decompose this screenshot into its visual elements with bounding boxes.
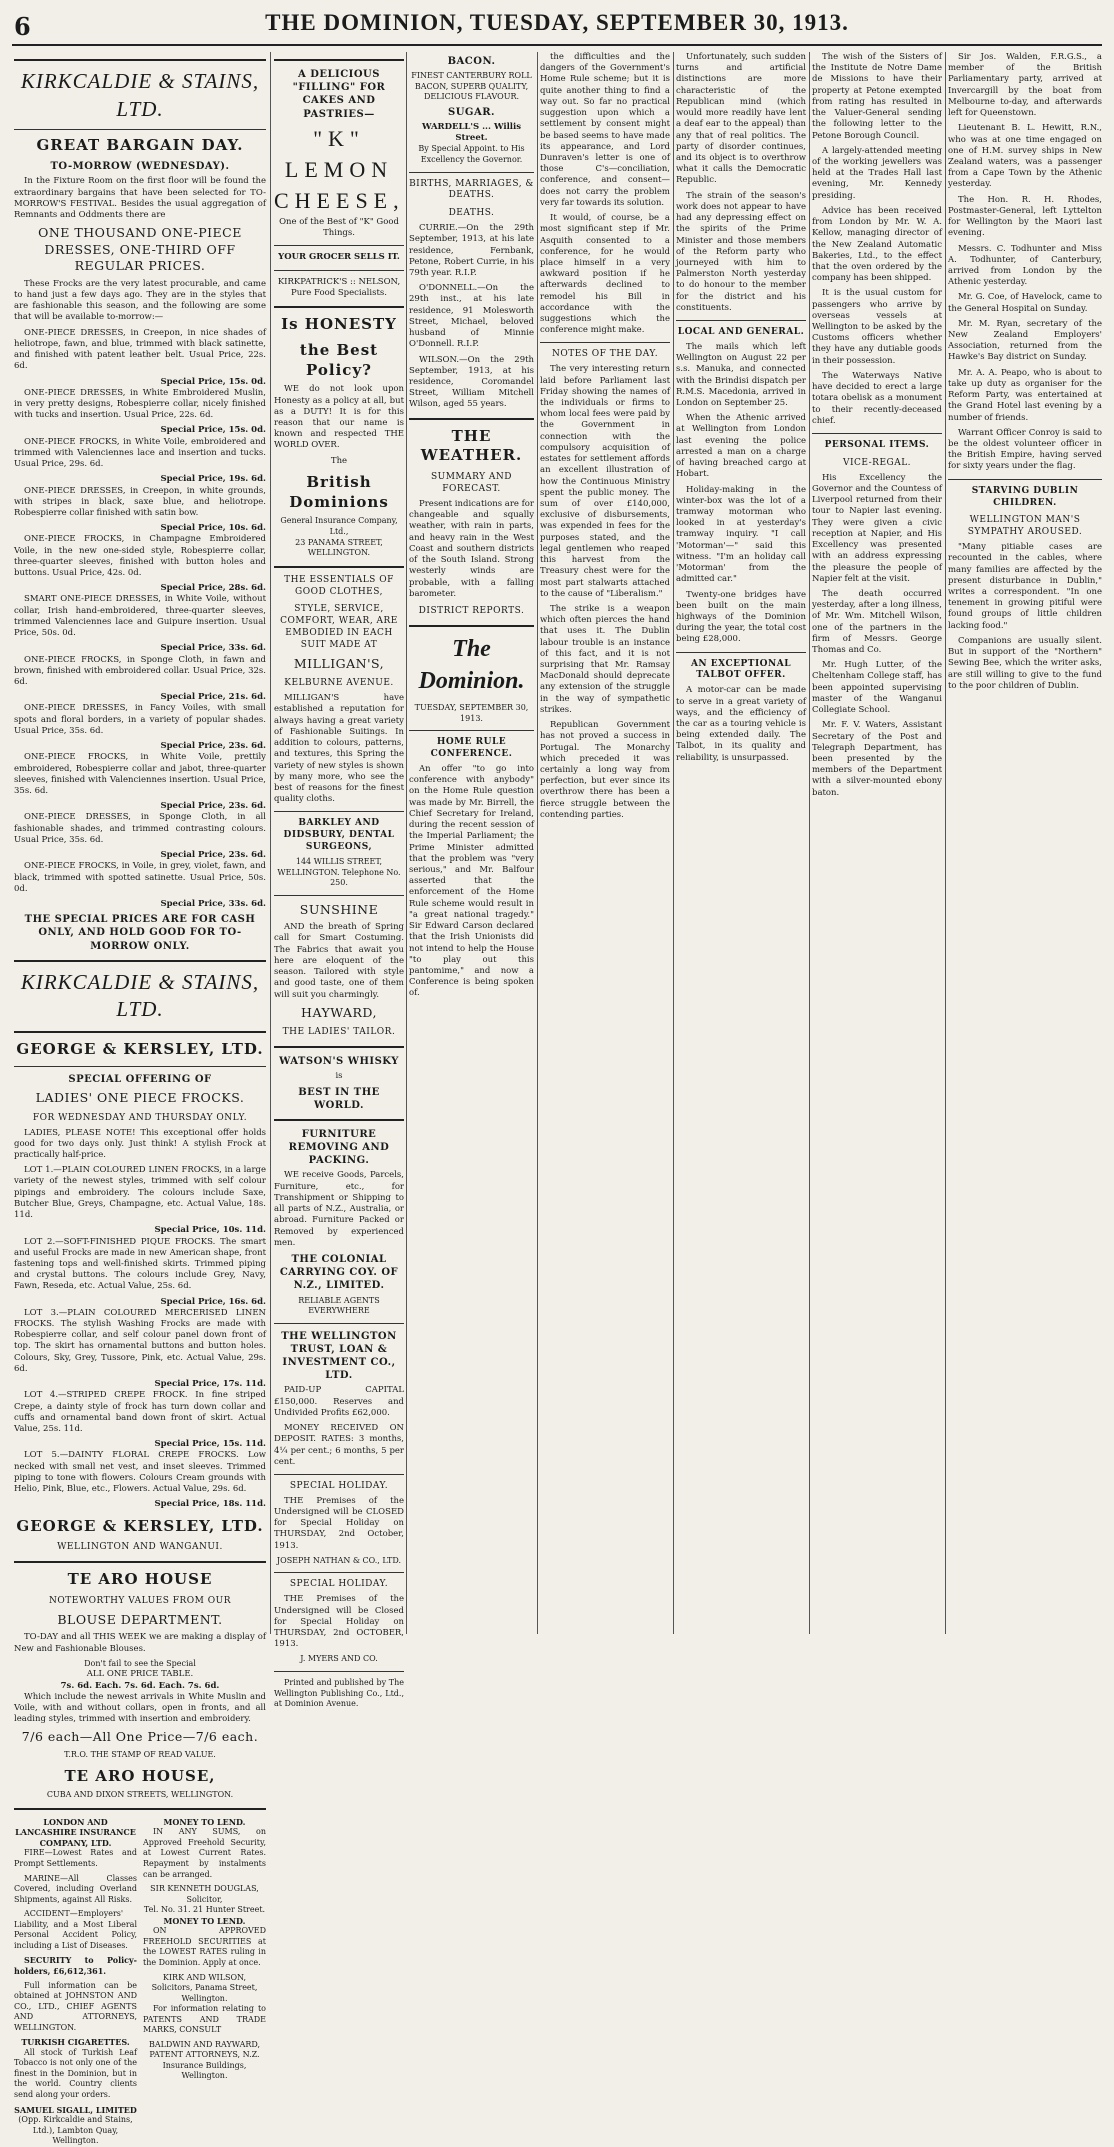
notes-text: The very interesting return laid before Parliament last Friday showing the names of the individuals or firms to whom local fees were paid by the Government in connection with the compulsory acquisition of estates for settlement affords an excellent illustration of how the Continuous Ministry spent the public money. The sum of over £140,000, exclusive of disbursements, was expended in fees for the purposes stated, and the legal gentlemen who reaped this harvest from the Treasury chest were for the most part stalwarts attached to the cause of "Liberalism.": [540, 364, 670, 599]
waters-note: Mr. F. V. Waters, Assistant Secretary of the Post and Telegraph Department, has been presented by the members of the Department with a silver-mounted ebony baton.: [812, 720, 942, 798]
editorial-2: It would, of course, be a most significant step if Mr. Asquith consented to a conference, for he would place himself in a very awkward position if he afterwards declined to remodel his Bill in accordance with the suggestions which the conference might make.: [540, 213, 670, 336]
editorial-1: the difficulties and the dangers of the Government's Home Rule scheme; but it is quite another thing to find a way out. So far no practical suggestion upon which a settlement by consent might be based seems to have made its appearance, and Lord Dunraven's letter is one of those C's—conciliation, conference, and consent—does not carry the problem very far towards its solution.: [540, 52, 670, 208]
barkley-address: 144 WILLIS STREET, WELLINGTON. Telephone No. 250.: [277, 857, 401, 888]
special-appoint: By Special Appoint. to His Excellency the Governor.: [418, 144, 525, 164]
column-6: [812, 52, 942, 1634]
milligan-text: MILLIGAN'S have established a reputation for always having a great variety of Fashionable Suitings. In addition to colours, patterns, and textures, this Spring the variety of new styles is shown by many more, who see the best of reasons for the finest quality cloths.: [274, 693, 404, 805]
home-rule-heading: HOME RULE CONFERENCE.: [430, 737, 513, 760]
starving-text: "Many pitiable cases are recounted in the cables, where many families are affected by the present disturbance in Dublin," writes a correspondent. "In one tenement in growing pitiful were found groups of little children lacking food.": [948, 542, 1102, 631]
column-divider: [673, 52, 674, 1634]
blouse-include: Which include the newest arrivals in White Muslin and Voile, with and without collars, open in fronts, and all leading styles, trimmed with insertion and embroidery.: [14, 1691, 266, 1725]
weather-sub: SUMMARY AND FORECAST.: [430, 472, 513, 495]
essentials-2: STYLE, SERVICE, COMFORT, WEAR, ARE EMBODIED IN EACH SUIT MADE AT: [280, 604, 398, 651]
special-holiday-2: SPECIAL HOLIDAY.: [289, 1579, 389, 1590]
deposit-text: MONEY RECEIVED ON DEPOSIT. RATES: 3 months, 4¼ per cent.; 6 months, 5 per cent.: [274, 1423, 404, 1467]
trust: THE WELLINGTON TRUST, LOAN & INVESTMENT CO., LTD.: [281, 1330, 397, 1382]
body-1: The wish of the Sisters of the Institute de Notre Dame de Missions to have their property at Petone exempted from rating has resulted in the Valuer-General sending the following letter to the Petone Borough Council.: [812, 52, 942, 141]
body-3: The Hon. R. H. Rhodes, Postmaster-General, left Lyttelton for Wellington by the Maori last evening.: [948, 194, 1102, 239]
kirkpatrick-line: KIRKPATRICK'S :: NELSON, Pure Food Specialists.: [277, 276, 401, 298]
british-sub: General Insurance Company, Ltd.,: [280, 516, 398, 536]
special-note: THE SPECIAL PRICES ARE FOR CASH ONLY, AND HOLD GOOD FOR TO-MORROW ONLY.: [24, 914, 256, 952]
column-5: [676, 52, 806, 1634]
gk-offer: SPECIAL OFFERING OF: [68, 1073, 212, 1085]
body-2: The strain of the season's work does not appear to have had any depressing effect on the spirits of the Prime Minister and those members of the Reform party who journeyed with him to Palmerston North yesterday to do honour to the member for the district and his constituents.: [676, 190, 806, 313]
hayward-sub: THE LADIES' TAILOR.: [282, 1027, 396, 1038]
reliable: RELIABLE AGENTS EVERYWHERE: [298, 1295, 380, 1316]
masthead: [0, 0, 1114, 48]
body-1: Unfortunately, such sudden turns and artificial distinctions are more characteristic of the Republican mind (which would more readily have lent a deaf ear to the appeal) than any that of real politics. The party of disorder continues, and its object is to overthrow what it calls the Democratic Republic.: [676, 52, 806, 186]
k-best: One of the Best of "K" Good Things.: [279, 216, 399, 239]
dresses-heading: ONE THOUSAND ONE-PIECE DRESSES, ONE-THIRD OFF REGULAR PRICES.: [38, 225, 242, 274]
honesty-heading-1: Is HONESTY: [281, 314, 397, 333]
gk-product: LADIES' ONE PIECE FROCKS.: [35, 1090, 245, 1106]
local-4: Twenty-one bridges have been built on the main highways of the Dominion during the year, the total cost being £28,000.: [676, 589, 806, 645]
british-address: 23 PANAMA STREET, WELLINGTON.: [295, 537, 383, 558]
honesty-text: WE do not look upon Honesty as a policy at all, but as a DUTY! It is for this reason that our name is known and respected THE WORLD OVER.: [274, 384, 404, 451]
kirkcaldie-footer: KIRKCALDIE & STAINS, LTD.: [20, 969, 260, 1022]
blouse-see: Don't fail to see the Special: [84, 1658, 196, 1668]
strike-text: The strike is a weapon which often pierces the hand that uses it. The Dublin labour trouble is an instance of this fact, and it is not surprising that Mr. Ramsay MacDonald should deprecate any extension of the struggle in the way of sympathetic strikes.: [540, 603, 670, 715]
item-3: ONE-PIECE DRESSES, in Creepon, in white grounds, with stripes in black, saxe blue, and heliotrope. Robespierre collar finished with satin bow. Special Price, 10s. 6d.: [14, 485, 266, 534]
local-2: When the Athenic arrived at Wellington from London last evening the police arrested a man on a charge of having breached cargo at Hobart.: [676, 413, 806, 480]
page-number: 6: [14, 12, 31, 41]
item-0: ONE-PIECE DRESSES, in Creepon, in nice shades of heliotrope, fawn, and blue, trimmed with black satinette, and finished with patent leather belt. Usual Price, 22s. 6d. Special Price, 15s. 0d.: [14, 327, 266, 387]
talbot-text: A motor-car can be made to serve in a great variety of ways, and the efficiency of the car as a touring vehicle is being extended daily. The Talbot, in its quality and reliability, is unsurpassed.: [676, 685, 806, 763]
local-3: Holiday-making in the winter-box was the lot of a tramway motorman who looked in at yesterday's tramway inquiry. "I call 'Motorman'—" said this witness. "I'm an holiday call 'Motorman' from the admitted car.": [676, 484, 806, 585]
blouse-prices: 7s. 6d. Each. 7s. 6d. Each. 7s. 6d.: [60, 1680, 220, 1691]
dominion-nameplate: The Dominion.: [418, 635, 525, 694]
milligans: MILLIGAN'S,: [293, 655, 385, 671]
special-holiday: SPECIAL HOLIDAY.: [289, 1480, 389, 1491]
gk-title: GEORGE & KERSLEY, LTD.: [16, 1040, 264, 1059]
column-divider: [945, 52, 946, 1634]
weather-text: Present indications are for changeable and squally weather, with rain in parts, and heavy rain in the West Coast and southern districts of the South Island. Strong westerly winds are probable, with a falling barometer.: [409, 499, 534, 599]
tearo-footer: TE ARO HOUSE,: [64, 1766, 216, 1785]
bargain-heading: GREAT BARGAIN DAY.: [36, 136, 244, 155]
item-9: ONE-PIECE DRESSES, in Sponge Cloth, in all fashionable shades, and trimmed contrasting colours. Usual Price, 35s. 6d. Special Price, 23s. 6d.: [14, 812, 266, 861]
personal-heading: PERSONAL ITEMS.: [824, 440, 930, 450]
watson-is: is: [335, 1071, 343, 1082]
british-dominions: British Dominions: [289, 472, 389, 511]
masthead-rule: [12, 44, 1102, 46]
gk-days: FOR WEDNESDAY AND THURSDAY ONLY.: [32, 1112, 248, 1123]
lemon-word: LEMON: [284, 156, 394, 182]
column-divider: [537, 52, 538, 1634]
blouse-stamp: T.R.O. THE STAMP OF READ VALUE.: [64, 1749, 216, 1759]
body-5: The Waterways Native have decided to erect a large totara obelisk as a monument to their recently-deceased chief.: [812, 370, 942, 426]
item-8: ONE-PIECE FROCKS, in White Voile, prettily embroidered, Robespierre collar and jabot, three-quarter sleeves, finished with Valenciennes insertion. Usual Price, 35s. 6d. Special Price, 23s. 6d.: [14, 752, 266, 812]
item-1: ONE-PIECE DRESSES, in White Embroidered Muslin, in very pretty designs, Robespierre collar, nicely finished with tucks and insertion. Usual Price, 22s. 6d. Special Price, 15s. 0d.: [14, 387, 266, 436]
body-1: Sir Jos. Walden, F.R.G.S., a member of the British Parliamentary party, arrived at Invercargill by the boat from Melbourne to-day, and afterwards left for Queenstown.: [948, 52, 1102, 119]
deaths-heading: DEATHS.: [448, 208, 495, 219]
vice-regal-text: His Excellency the Governor and the Countess of Liverpool returned from their tour to Napier last evening. They were given a civic reception at Napier, and His Excellency was presented with an address expressing the pleasure the people of Napier felt at the visit.: [812, 472, 942, 584]
column-divider: [406, 52, 407, 1634]
births-heading: BIRTHS, MARRIAGES, & DEATHS.: [409, 178, 534, 201]
body-4: It is the usual custom for passengers who arrive by overseas vessels at Wellington to be asked by the Customs officers whether they have any dutiable goods in their possession.: [812, 288, 942, 366]
wardell: WARDELL'S ... Willis Street.: [421, 122, 522, 144]
death-note: The death occurred yesterday, after a long illness, of Mr. Wm. Mitchell Wilson, one of the partners in the firm of Messrs. George Thomas and Co.: [812, 588, 942, 656]
column-7: [948, 52, 1102, 1634]
kirkcaldie-header: KIRKCALDIE & STAINS, LTD.: [20, 69, 260, 121]
sunshine: SUNSHINE: [299, 901, 379, 917]
dresses-intro: These Frocks are the very latest procurable, and came to hand just a few days ago. They are in the styles that are fashionable this season, and the following are some that will be available to-morrow:—: [14, 278, 266, 323]
column-3: [409, 52, 534, 1634]
tearo-values: NOTEWORTHY VALUES FROM OUR: [49, 1596, 231, 1606]
column-1-advertisements: [14, 52, 266, 2146]
kelburne: KELBURNE AVENUE.: [284, 678, 394, 689]
column-divider: [809, 52, 810, 1634]
k-brand: "K": [313, 125, 365, 151]
local-1: The mails which left Wellington on August 22 per s.s. Manuka, and connected with the Brindisi dispatch per R.M.S. Macedonia, arrived in London on September 25.: [676, 341, 806, 408]
body-6: Mr. M. Ryan, secretary of the New Zealand Employers' Association, returned from the Hawke's Bay district on Sunday.: [948, 318, 1102, 363]
blouse-department: BLOUSE DEPARTMENT.: [57, 1611, 223, 1627]
column-2-advertisements: [274, 52, 405, 1709]
bacon: BACON.: [447, 56, 496, 67]
bacon-text: FINEST CANTERBURY ROLL BACON, SUPERB QUALITY, DELICIOUS FLAVOUR.: [411, 71, 532, 102]
blouse-table: ALL ONE PRICE TABLE.: [86, 1669, 194, 1680]
death-notice-2: O'DONNELL.—On the 29th inst., at his late residence, 91 Molesworth Street, Michael, beloved husband of Minnie O'Donnell. R.I.P.: [409, 283, 534, 350]
column-divider: [270, 52, 271, 1634]
bargain-sub: TO-MORROW (WEDNESDAY).: [50, 161, 230, 173]
special-holiday-2-text: THE Premises of the Undersigned will be Closed for Special Holiday on THURSDAY, 2nd OCTOBER, 1913.: [274, 1594, 404, 1650]
grocer-line: YOUR GROCER SELLS IT.: [278, 252, 400, 263]
item-7: ONE-PIECE DRESSES, in Fancy Voiles, with small spots and floral borders, in a variety of popular shades. Usual Price, 35s. 6d. Special Price, 23s. 6d.: [14, 703, 266, 752]
london-lancashire-ad: LONDON AND LANCASHIRE INSURANCE COMPANY, LTD. FIRE—Lowest Rates and Prompt Settlements. MARINE—All Classes Covered, including Overland Shipments, against All Risks. ACCIDENT—Employers' Liability, and a Most Liberal Personal Accident Policy, including a List of Diseases. SECURITY to Policy-holders, £6,612,361. Full information can be obtained at JOHNSTON AND CO., LTD., CHIEF AGENTS AND ATTORNEYS, WELLINGTON. TURKISH CIGARETTES. All stock of Turkish Leaf Tobacco is not only one of the finest in the Dominion, but in the world. Country clients send along your orders. SAMUEL SIGALL, LIMITED (Opp. Kirkcaldie and Stains, Ltd.), Lambton Quay, Wellington.: [14, 1816, 137, 2146]
furniture: FURNITURE REMOVING AND PACKING.: [288, 1128, 390, 1167]
death-notice-1: CURRIE.—On the 29th September, 1913, at his late residence, Fernbank, Petone, Robert Currie, in his 79th year. R.I.P.: [409, 223, 534, 279]
best-world: BEST IN THE WORLD.: [298, 1086, 380, 1111]
body-5: Mr. G. Coe, of Havelock, came to the General Hospital on Sunday.: [948, 292, 1102, 314]
vice-regal: VICE-REGAL.: [842, 457, 912, 468]
money-lend-ads: MONEY TO LEND. IN ANY SUMS, on Approved Freehold Security, at Lowest Current Rates. Repayment by instalments can be arranged. SIR KENNETH DOUGLAS, Solicitor, Tel. No. 31. 21 Hunter Street. MONEY TO LEND. ON APPROVED FREEHOLD SECURITIES at the LOWEST RATES ruling in the Dominion. Apply at once. KIRK AND WILSON, Solicitors, Panama Street, Wellington. For information relating to PATENTS AND TRADE MARKS, CONSULT BALDWIN AND RAYWARD, PATENT ATTORNEYS, N.Z. Insurance Buildings, Wellington.: [143, 1816, 266, 2081]
gk-footer-sub: WELLINGTON AND WANGANUI.: [57, 1542, 223, 1553]
notes-heading: NOTES OF THE DAY.: [551, 349, 659, 360]
item-4: ONE-PIECE FROCKS, in Champagne Embroidered Voile, in the new one-sided style, Robespierre collar, three-quarter sleeves, finished with button holes and buttons. Usual Price, 42s. 0d. Special Price, 28s. 6d.: [14, 534, 266, 594]
cheese-word: CHEESE,: [274, 187, 405, 213]
dominion-date: TUESDAY, SEPTEMBER 30, 1913.: [414, 703, 529, 723]
essentials: THE ESSENTIALS OF GOOD CLOTHES,: [284, 574, 394, 597]
sunshine-text: AND the breath of Spring call for Smart Costuming. The Fabrics that await you here are eloquent of the season. Tailored with style and good taste, one of them will suit you charmingly.: [274, 922, 404, 1000]
tearo-address: CUBA AND DIXON STREETS, WELLINGTON.: [46, 1790, 234, 1800]
starving-text-2: Companions are usually silent. But in support of the "Northern" Sewing Bee, which the writer asks, are still willing to give to the fund to the poor children of Dublin.: [948, 635, 1102, 691]
furniture-text: WE receive Goods, Parcels, Furniture, etc., for Transhipment or Shipping to all parts of N.Z., Australia, or abroad. Furniture Packed or Removed by experienced men.: [274, 1170, 404, 1248]
blouse-text: TO-DAY and all THIS WEEK we are making a display of New and Fashionable Blouses.: [14, 1632, 266, 1654]
republican-text: Republican Government has not proved a success in Portugal. The Monarchy which preceded it was certainly a long way from perfection, but ever since its overthrow there has been a fierce struggle between the contending parties.: [540, 720, 670, 820]
british-the: The: [330, 455, 348, 466]
body-3: Advice has been received from London by Mr. W. A. Kellow, managing director of the New Zealand Automatic Bakeries, Ltd., to the effect that the oven ordered by the company has been shipped.: [812, 205, 942, 284]
barkley: BARKLEY AND DIDSBURY, DENTAL SURGEONS,: [283, 818, 395, 853]
watson: WATSON'S WHISKY: [279, 1056, 399, 1068]
body-4: Messrs. C. Todhunter and Miss A. Todhunter, of Canterbury, arrived from London by the Athenic yesterday.: [948, 243, 1102, 288]
body-8: Warrant Officer Conroy is said to be the oldest volunteer officer in the British Empire, having served for sixty years under the flag.: [948, 427, 1102, 472]
hayward: HAYWARD,: [301, 1004, 377, 1020]
blouse-each: 7/6 each—All One Price—7/6 each.: [21, 1729, 259, 1745]
item-6: ONE-PIECE FROCKS, in Sponge Cloth, in fawn and brown, finished with embroidered collar. Usual Price, 32s. 6d. Special Price, 21s. 6d.: [14, 654, 266, 703]
body-2: A largely-attended meeting of the working jewellers was held at the Trades Hall last evening, Mr. Kennedy presiding.: [812, 145, 942, 201]
honesty-heading-2: the Best Policy?: [299, 340, 379, 379]
lot-5: LOT 5.—DAINTY FLORAL CREPE FROCKS. Low necked with small net vest, and inset sleeves. Trimmed piping to tone with flowers. Colours Cream grounds with Helio, Pink, Blue, etc., Flowers. Actual Value, 29s. 6d. Special Price, 18s. 11d.: [14, 1450, 266, 1510]
lutter-note: Mr. Hugh Lutter, of the Cheltenham College staff, has been appointed supervising master of the Wanganui Collegiate School.: [812, 660, 942, 716]
starving-sub: WELLINGTON MAN'S SYMPATHY AROUSED.: [967, 515, 1083, 538]
trust-text: PAID-UP CAPITAL £150,000. Reserves and Undivided Profits £62,000.: [274, 1385, 404, 1418]
colonial: THE COLONIAL CARRYING COY. OF N.Z., LIMITED.: [279, 1254, 399, 1292]
special-holiday-text: THE Premises of the Undersigned will be CLOSED for Special Holiday on THURSDAY, 2nd October, 1913.: [274, 1495, 404, 1551]
filling-ad: A DELICIOUS "FILLING" FOR CAKES AND PASTRIES—: [292, 69, 386, 120]
bargain-intro: In the Fixture Room on the first floor will be found the extraordinary bargains that have been selected for TO-MORROW'S FESTIVAL. Besides the usual aggregation of Remnants and Oddments there are: [14, 176, 266, 221]
body-7: Mr. A. A. Peapo, who is about to take up duty as organiser for the Reform Party, was entertained at the Grand Hotel last evening by a number of friends.: [948, 367, 1102, 423]
home-rule-text: An offer "to go into conference with anybody" on the Home Rule question was made by Mr. Birrell, the Chief Secretary for Ireland, during the recent session of the Imperial Parliament; the Prime Minister admitted that the problem was "very serious," and Mr. Balfour asserted that the enforcement of the Home Rule scheme would result in "a great national tragedy." Sir Edward Carson declared that the Irish Unionists did not intend to help the House "to play out this pantomime," and now a Conference is being spoken of.: [409, 764, 534, 999]
nathan: JOSEPH NATHAN & CO., LTD.: [276, 1555, 402, 1565]
myers: J. MYERS AND CO.: [300, 1654, 378, 1664]
death-notice-3: WILSON.—On the 29th September, 1913, at his residence, Coromandel Street, William Mitchell Wilson, aged 55 years.: [409, 354, 534, 410]
item-10: ONE-PIECE FROCKS, in Voile, in grey, violet, fawn, and black, trimmed with spotted satinette. Usual Price, 50s. 0d. Special Price, 33s. 6d.: [14, 861, 266, 909]
district-reports: DISTRICT REPORTS.: [418, 605, 525, 616]
starving-heading: STARVING DUBLIN CHILDREN.: [971, 485, 1079, 508]
item-2: ONE-PIECE FROCKS, in White Voile, embroidered and trimmed with Valenciennes lace and insertion and tucks. Usual Price, 29s. 6d. Special Price, 19s. 6d.: [14, 436, 266, 485]
item-5: SMART ONE-PIECE DRESSES, in White Voile, without collar, Irish hand-embroidered, three-quarter sleeves, trimmed Valenciennes lace and Guipure insertion. Usual Price, 50s. 0d. Special Price, 33s. 6d.: [14, 594, 266, 654]
gk-footer: GEORGE & KERSLEY, LTD.: [16, 1516, 264, 1535]
weather-heading: THE WEATHER.: [420, 426, 523, 465]
newspaper-title: THE DOMINION, TUESDAY, SEPTEMBER 30, 1913.: [265, 10, 849, 35]
lot-1: LOT 1.—PLAIN COLOURED LINEN FROCKS, in a large variety of the newest styles, trimmed with self colour pipings and embroidery. The colours include Saxe, Butcher Blue, Greys, Champagne, etc. Actual Value, 18s. 11d. Special Price, 10s. 11d.: [14, 1165, 266, 1236]
local-heading: LOCAL AND GENERAL.: [677, 327, 805, 338]
classified-block: [14, 1817, 266, 2147]
lot-3: LOT 3.—PLAIN COLOURED MERCERISED LINEN FROCKS. The stylish Washing Frocks are made with Robespierre collar, and self colour panel down front of top. The skirt has ornamental buttons and button holes. Colours, Sky, Grey, Tussore, Pink, etc. Actual Value, 29s. 6d. Special Price, 17s. 11d.: [14, 1307, 266, 1390]
printed-line: Printed and published by The Wellington Publishing Co., Ltd., at Dominion Avenue.: [274, 1677, 404, 1709]
lot-4: LOT 4.—STRIPED CREPE FROCK. In fine striped Crepe, a dainty style of frock has turn down collar and cuffs and ornamental band down front of skirt. Actual Value, 25s. 11d. Special Price, 15s. 11d.: [14, 1390, 266, 1450]
gk-intro: LADIES, PLEASE NOTE! This exceptional offer holds good for two days only. Just think! A stylish Frock at practically half-price.: [14, 1127, 266, 1160]
body-2: Lieutenant B. L. Hewitt, R.N., who was at one time engaged on one of H.M. survey ships in New Zealand waters, was a passenger from a Cape Town by the Athenic yesterday.: [948, 123, 1102, 190]
sugar: SUGAR.: [447, 106, 496, 118]
lot-2: LOT 2.—SOFT-FINISHED PIQUE FROCKS. The smart and useful Frocks are made in new American shape, front fastening tops and well-finished skirts. Trimmed piping and crystal buttons. The colours include Grey, Navy, Fawn, Reseda, etc. Actual Value, 25s. 6d. Special Price, 16s. 6d.: [14, 1236, 266, 1307]
tearo-title: TE ARO HOUSE: [67, 1570, 213, 1589]
column-4: [540, 52, 670, 1634]
talbot-heading: AN EXCEPTIONAL TALBOT OFFER.: [690, 658, 792, 681]
